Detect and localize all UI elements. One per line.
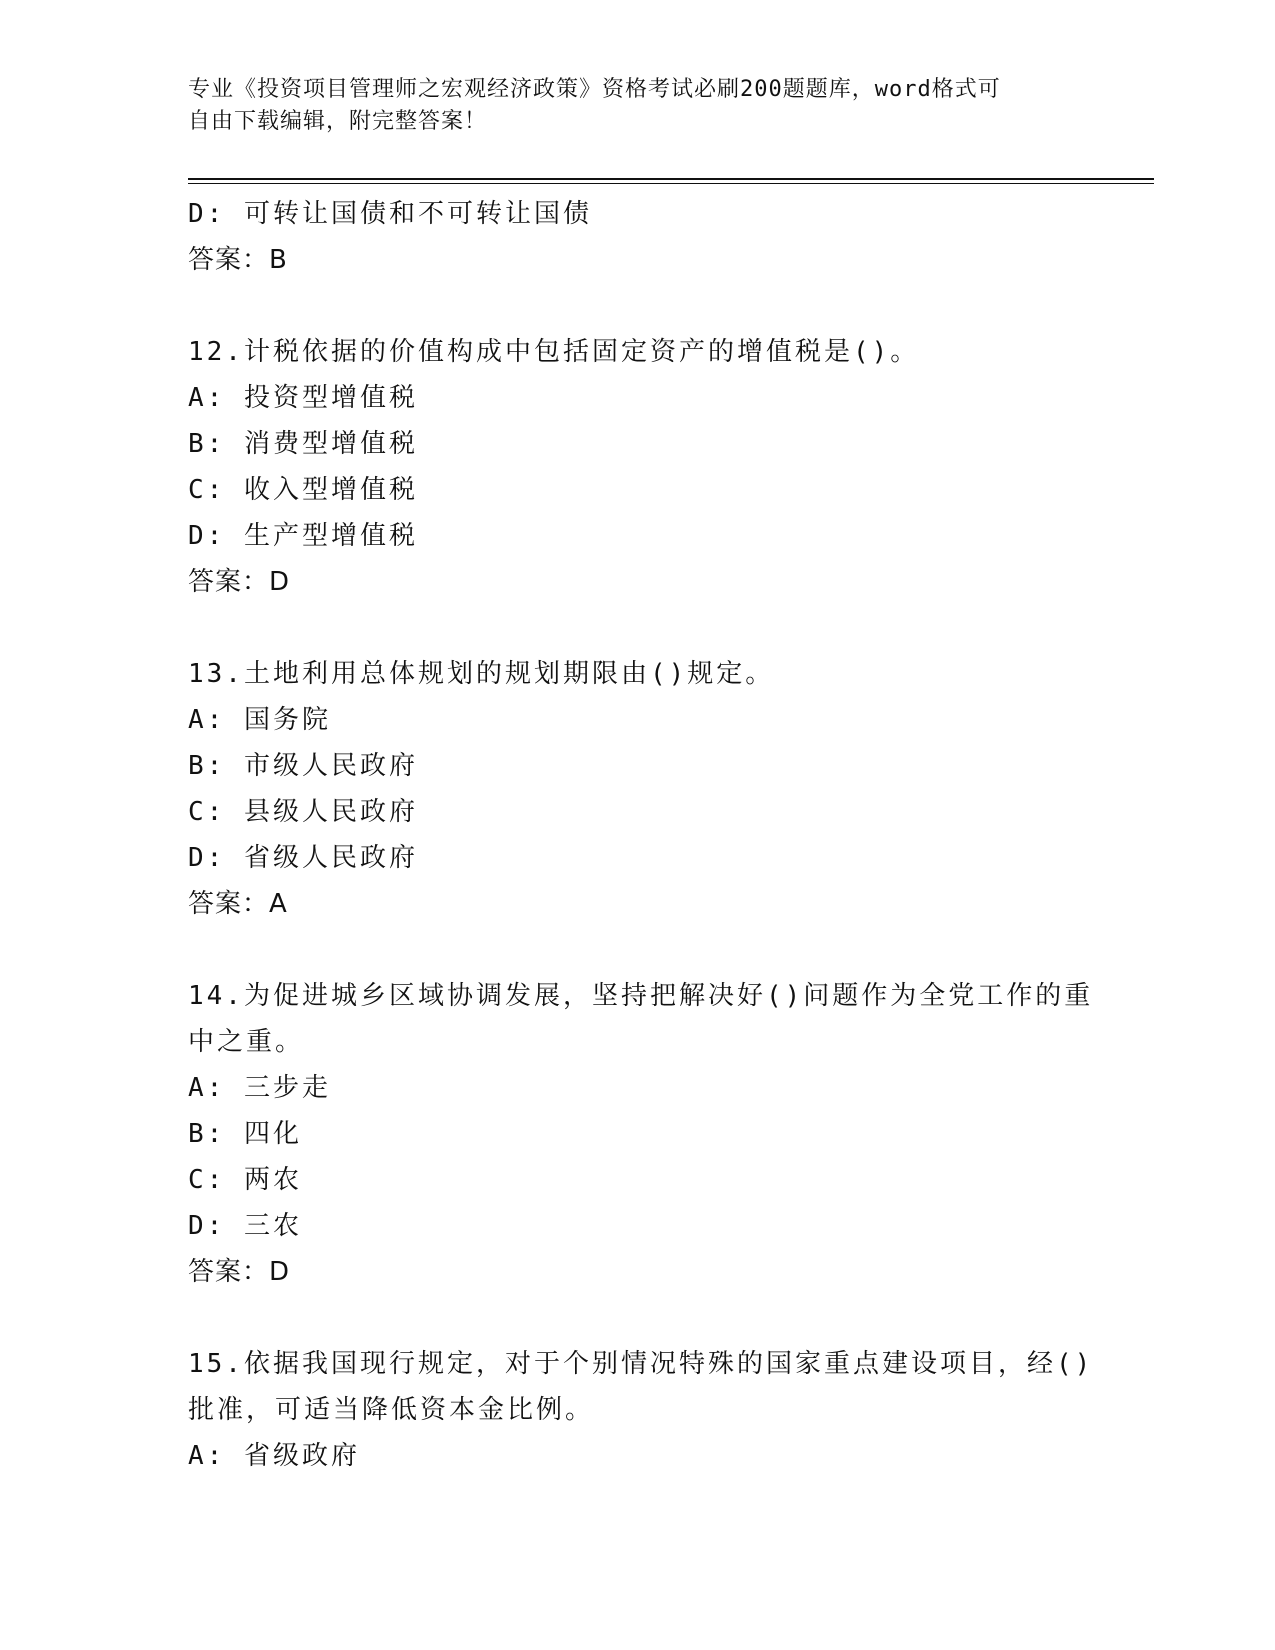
option-c: C: 收入型增值税 — [188, 475, 418, 505]
option-d: D: 生产型增值税 — [188, 521, 418, 551]
question-15 — [188, 1341, 1094, 1479]
question-stem: 12.计税依据的价值构成中包括固定资产的增值税是()。 — [188, 337, 920, 367]
option-c: C: 两农 — [188, 1165, 302, 1195]
question-stem-line-2: 中之重。 — [188, 1027, 305, 1057]
option-a: A: 省级政府 — [188, 1441, 360, 1471]
prev-option-d: D: 可转让国债和不可转让国债 — [188, 199, 592, 229]
prev-answer: 答案：B — [188, 245, 288, 275]
question-stem-line-1: 15.依据我国现行规定，对于个别情况特殊的国家重点建设项目，经() — [188, 1349, 1094, 1379]
question-stem-line-1: 14.为促进城乡区域协调发展，坚持把解决好()问题作为全党工作的重 — [188, 981, 1094, 1011]
option-d: D: 三农 — [188, 1211, 302, 1241]
answer: 答案：A — [188, 889, 288, 919]
question-stem: 13.土地利用总体规划的规划期限由()规定。 — [188, 659, 775, 689]
spacer — [188, 927, 1088, 973]
option-a: A: 国务院 — [188, 705, 331, 735]
page-header — [188, 74, 1068, 138]
question-content — [188, 191, 1094, 1479]
question-14 — [188, 973, 1094, 1295]
option-a: A: 投资型增值税 — [188, 383, 418, 413]
answer: 答案：D — [188, 567, 291, 597]
option-a: A: 三步走 — [188, 1073, 331, 1103]
header-line-1: 专业《投资项目管理师之宏观经济政策》资格考试必刷200题题库，word格式可 — [188, 77, 1001, 102]
spacer — [188, 283, 1088, 329]
header-rule-thin — [188, 183, 1154, 184]
header-line-2: 自由下载编辑，附完整答案！ — [188, 109, 488, 134]
answer: 答案：D — [188, 1257, 291, 1287]
spacer — [188, 1295, 1088, 1341]
spacer — [188, 605, 1088, 651]
option-c: C: 县级人民政府 — [188, 797, 418, 827]
header-rule-thick — [188, 178, 1154, 180]
option-b: B: 消费型增值税 — [188, 429, 418, 459]
question-13 — [188, 651, 1088, 927]
question-12 — [188, 329, 1088, 605]
option-b: B: 四化 — [188, 1119, 302, 1149]
option-b: B: 市级人民政府 — [188, 751, 418, 781]
question-stem-line-2: 批准，可适当降低资本金比例。 — [188, 1395, 595, 1425]
option-d: D: 省级人民政府 — [188, 843, 418, 873]
